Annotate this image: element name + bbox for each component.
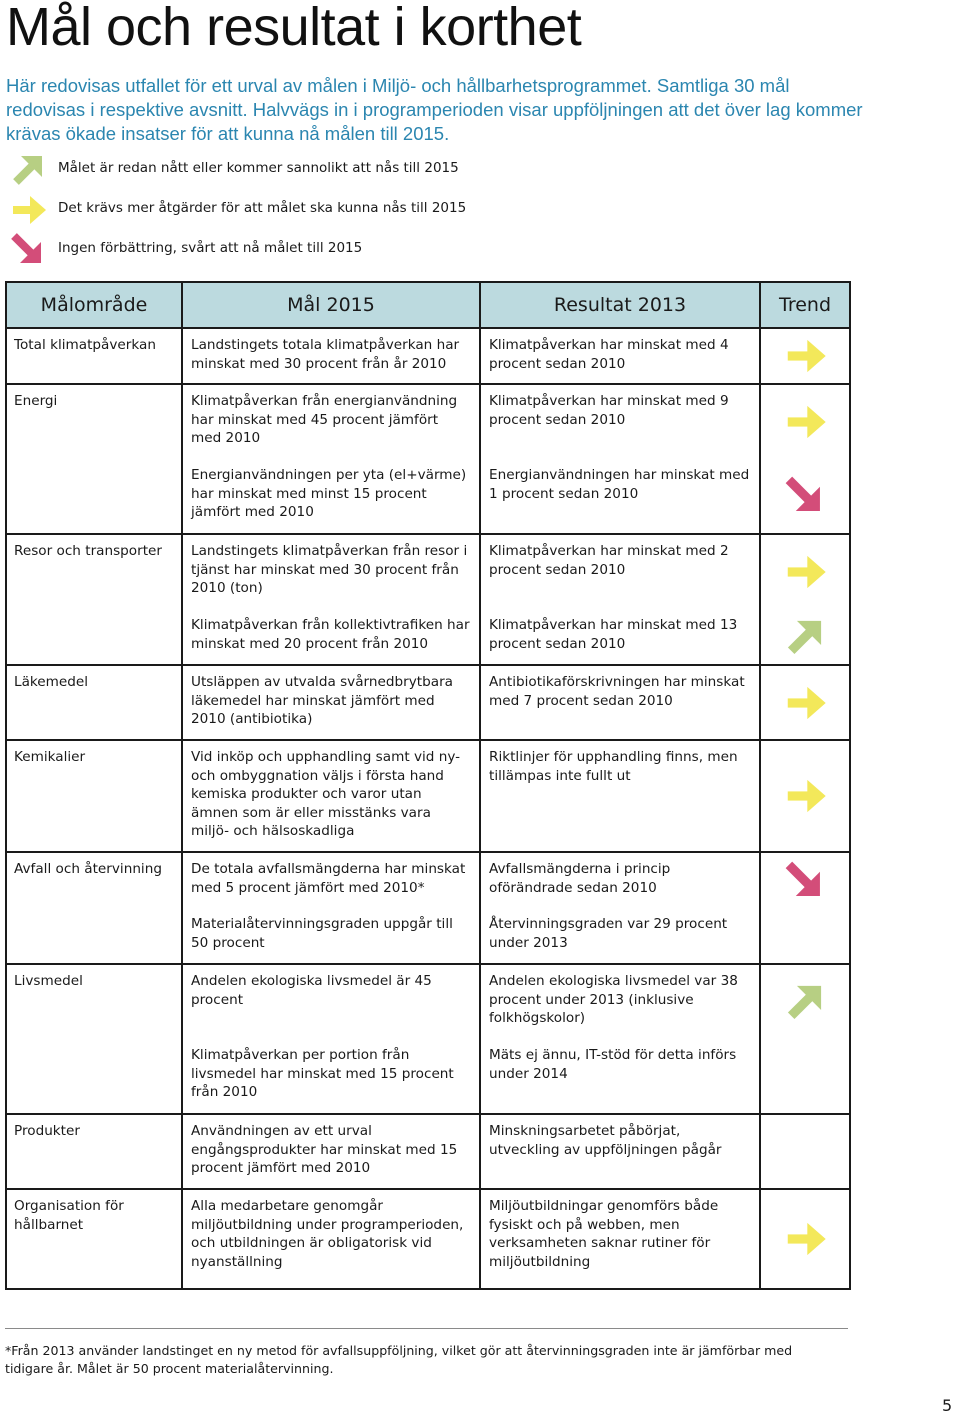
trend-cell — [760, 1114, 850, 1189]
area-cell — [6, 908, 182, 964]
arrow-right-icon — [782, 333, 828, 379]
legend-label: Ingen förbättring, svårt att nå målet till 2015 — [58, 240, 363, 256]
goal-cell: Materialåtervinningsgraden uppgår till 50 procent — [182, 908, 480, 964]
goal-cell: Landstingets klimatpåverkan från resor i tjänst har minskat med 30 procent från 2010 (ton) — [182, 534, 480, 609]
arrow-up-right-icon — [782, 979, 828, 1025]
column-header-result: Resultat 2013 — [480, 282, 760, 328]
result-cell: Riktlinjer för upphandling finns, men tillämpas inte fullt ut — [480, 740, 760, 852]
legend-item-down — [8, 230, 708, 270]
goal-cell: Landstingets totala klimatpåverkan har minskat med 30 procent från år 2010 — [182, 328, 480, 384]
table-row — [6, 1039, 850, 1114]
table-header-row — [6, 282, 850, 328]
table-row — [6, 1114, 850, 1189]
table-row — [6, 665, 850, 740]
arrow-right-icon — [782, 399, 828, 445]
table-row — [6, 852, 850, 908]
trend-cell — [760, 328, 850, 384]
column-header-goal: Mål 2015 — [182, 282, 480, 328]
arrow-up-right-icon — [782, 614, 828, 660]
table-row — [6, 1189, 850, 1289]
trend-cell — [760, 384, 850, 459]
goal-cell: Energianvändningen per yta (el+värme) har minskat med minst 15 procent jämfört med 2010 — [182, 459, 480, 534]
result-cell: Andelen ekologiska livsmedel var 38 procent under 2013 (inklusive folkhögskolor) — [480, 964, 760, 1039]
result-cell: Avfallsmängderna i princip oförändrade sedan 2010 — [480, 852, 760, 908]
result-cell: Minskningsarbetet påbörjat, utveckling av uppföljningen pågår — [480, 1114, 760, 1189]
goal-cell: De totala avfallsmängderna har minskat med 5 procent jämfört med 2010* — [182, 852, 480, 908]
result-cell: Klimatpåverkan har minskat med 9 procent sedan 2010 — [480, 384, 760, 459]
arrow-right-icon — [782, 680, 828, 726]
area-cell: Energi — [6, 384, 182, 459]
arrow-right-icon — [782, 1216, 828, 1262]
result-cell: Energianvändningen har minskat med 1 procent sedan 2010 — [480, 459, 760, 534]
table-row — [6, 740, 850, 852]
goal-cell: Användningen av ett urval engångsprodukter har minskat med 15 procent jämfört med 2010 — [182, 1114, 480, 1189]
column-header-trend: Trend — [760, 282, 850, 328]
table-row — [6, 908, 850, 964]
goal-cell: Klimatpåverkan från energianvändning har minskat med 45 procent jämfört med 2010 — [182, 384, 480, 459]
table-row — [6, 534, 850, 609]
area-cell — [6, 1039, 182, 1114]
trend-cell — [760, 852, 850, 908]
goal-cell: Klimatpåverkan per portion från livsmedel har minskat med 15 procent från 2010 — [182, 1039, 480, 1114]
arrow-down-right-icon — [8, 230, 48, 270]
trend-cell — [760, 908, 850, 964]
result-cell: Klimatpåverkan har minskat med 2 procent sedan 2010 — [480, 534, 760, 609]
table-row — [6, 328, 850, 384]
table-row — [6, 384, 850, 459]
area-cell: Avfall och återvinning — [6, 852, 182, 908]
area-cell: Läkemedel — [6, 665, 182, 740]
area-cell — [6, 459, 182, 534]
page-title: Mål och resultat i korthet — [6, 0, 582, 57]
goal-cell: Klimatpåverkan från kollektivtrafiken har minskat med 20 procent från 2010 — [182, 609, 480, 665]
column-header-area: Målområde — [6, 282, 182, 328]
page-number: 5 — [942, 1396, 953, 1415]
result-cell: Antibiotikaförskrivningen har minskat med 7 procent sedan 2010 — [480, 665, 760, 740]
arrow-down-right-icon — [782, 473, 828, 519]
intro-text: Här redovisas utfallet för ett urval av målen i Miljö- och hållbarhetsprogrammet. Samtliga 30 mål redovisas i respektive avsnitt. Halvvägs in i programperioden visar uppföljningen att det över lag kommer krävas ökade insatser för att kunna nå målen till 2015. — [6, 75, 863, 144]
result-cell: Klimatpåverkan har minskat med 13 procent sedan 2010 — [480, 609, 760, 665]
arrow-right-icon — [782, 773, 828, 819]
table-row — [6, 609, 850, 665]
result-cell: Återvinningsgraden var 29 procent under 2013 — [480, 908, 760, 964]
goals-table — [5, 281, 851, 1290]
footnote: *Från 2013 använder landstinget en ny metod för avfallsuppföljning, vilket gör att återvinningsgraden inte är jämförbar med tidigare år. Målet är 50 procent materialåtervinning. — [5, 1343, 793, 1376]
trend-cell — [760, 459, 850, 534]
area-cell: Resor och transporter — [6, 534, 182, 609]
area-cell: Livsmedel — [6, 964, 182, 1039]
trend-cell — [760, 1189, 850, 1289]
area-cell: Produkter — [6, 1114, 182, 1189]
legend-label: Målet är redan nått eller kommer sannolikt att nås till 2015 — [58, 160, 459, 176]
area-cell: Kemikalier — [6, 740, 182, 852]
goal-cell: Alla medarbetare genomgår miljöutbildning under programperioden, och utbildningen är obligatorisk vid nyanställning — [182, 1189, 480, 1289]
area-cell — [6, 609, 182, 665]
legend-item-right — [8, 190, 708, 230]
trend-cell — [760, 609, 850, 665]
legend-item-up — [8, 150, 708, 190]
result-cell: Mäts ej ännu, IT-stöd för detta införs under 2014 — [480, 1039, 760, 1114]
area-cell: Organisation för hållbarnet — [6, 1189, 182, 1289]
goal-cell: Vid inköp och upphandling samt vid ny- och ombyggnation väljs i första hand kemiska produkter och varor utan ämnen som är eller misstänks vara miljö- och hälsoskadliga — [182, 740, 480, 852]
arrow-right-icon — [782, 549, 828, 595]
result-cell: Klimatpåverkan har minskat med 4 procent sedan 2010 — [480, 328, 760, 384]
trend-cell — [760, 740, 850, 852]
footnote-divider — [5, 1328, 848, 1329]
arrow-up-right-icon — [8, 150, 48, 190]
arrow-down-right-icon — [782, 858, 828, 904]
goal-cell: Utsläppen av utvalda svårnedbrytbara läkemedel har minskat jämfört med 2010 (antibiotika) — [182, 665, 480, 740]
table-row — [6, 459, 850, 534]
trend-cell — [760, 964, 850, 1039]
legend-label: Det krävs mer åtgärder för att målet ska kunna nås till 2015 — [58, 200, 467, 216]
trend-cell — [760, 534, 850, 609]
table-row — [6, 964, 850, 1039]
area-cell: Total klimatpåverkan — [6, 328, 182, 384]
trend-cell — [760, 1039, 850, 1114]
trend-cell — [760, 665, 850, 740]
goal-cell: Andelen ekologiska livsmedel är 45 procent — [182, 964, 480, 1039]
arrow-right-icon — [8, 190, 48, 230]
result-cell: Miljöutbildningar genomförs både fysiskt och på webben, men verksamheten saknar rutiner för miljöutbildning — [480, 1189, 760, 1289]
